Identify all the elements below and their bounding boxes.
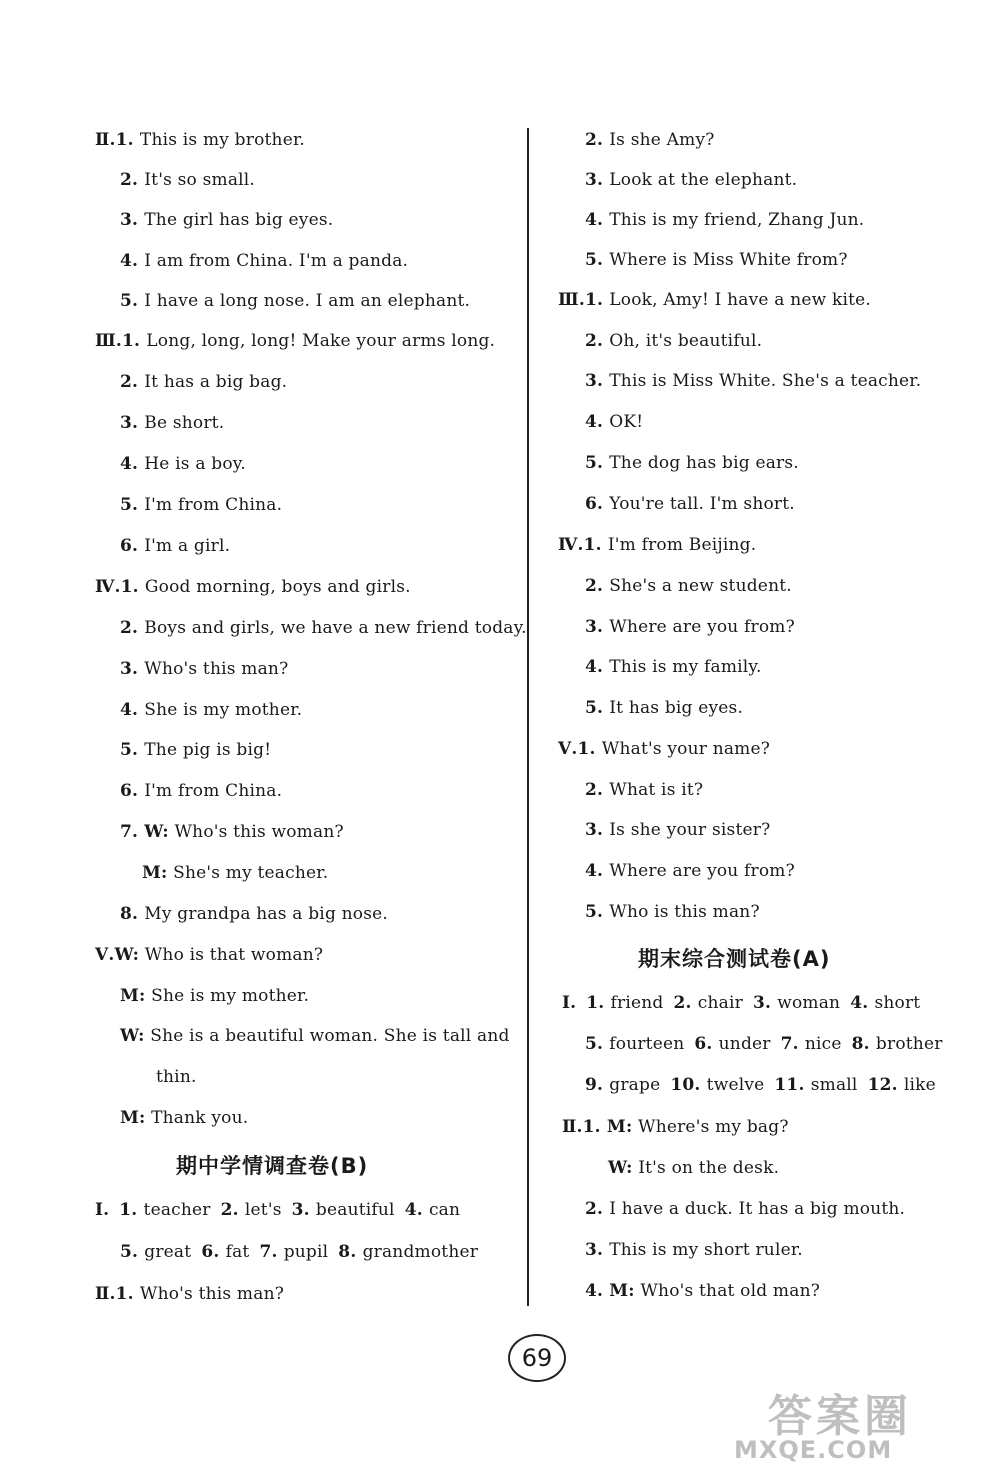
- answer-line: 6. I'm a girl.: [120, 536, 231, 556]
- answer-line: Ⅰ. 1. friend 2. chair 3. woman 4. short: [562, 993, 921, 1013]
- answer-line: M: She is my mother.: [120, 986, 310, 1006]
- answer-line: Ⅱ.1. This is my brother.: [95, 130, 306, 150]
- answer-line: 5. fourteen 6. under 7. nice 8. brother: [585, 1034, 943, 1054]
- answer-line: 2. It has a big bag.: [120, 372, 288, 392]
- answer-line: 2. Boys and girls, we have a new friend today.: [120, 618, 527, 638]
- answer-line: 4. OK!: [585, 412, 644, 432]
- answer-line: 3. This is Miss White. She's a teacher.: [585, 371, 922, 391]
- answer-line: Ⅴ.W: Who is that woman?: [95, 945, 324, 965]
- answer-line: 3. Where are you from?: [585, 617, 795, 637]
- answer-line: 3. This is my short ruler.: [585, 1240, 803, 1260]
- answer-line: 3. Is she your sister?: [585, 820, 771, 840]
- answer-line: 8. My grandpa has a big nose.: [120, 904, 389, 924]
- answer-line: M: She's my teacher.: [142, 863, 329, 883]
- section-heading: 期末综合测试卷(A): [638, 947, 831, 971]
- answer-line: W: It's on the desk.: [608, 1158, 780, 1178]
- answer-line: Ⅱ.1. M: Where's my bag?: [562, 1117, 789, 1137]
- answer-line: 2. I have a duck. It has a big mouth.: [585, 1199, 906, 1219]
- answer-line: 9. grape 10. twelve 11. small 12. like: [585, 1075, 936, 1095]
- answer-line: 3. Look at the elephant.: [585, 170, 798, 190]
- answer-line: 5. Where is Miss White from?: [585, 250, 848, 270]
- answer-line: M: Thank you.: [120, 1108, 249, 1128]
- watermark: [728, 1380, 998, 1464]
- answer-line: 5. Who is this man?: [585, 902, 760, 922]
- answer-line: 5. The pig is big!: [120, 740, 272, 760]
- answer-line: 6. I'm from China.: [120, 781, 283, 801]
- answer-line: 4. I am from China. I'm a panda.: [120, 251, 409, 271]
- answer-line: Ⅰ. 1. teacher 2. let's 3. beautiful 4. can: [95, 1200, 461, 1220]
- column-divider: [527, 128, 529, 1306]
- answer-line: 5. I'm from China.: [120, 495, 283, 515]
- answer-line: 2. What is it?: [585, 780, 704, 800]
- answer-line: Ⅲ.1. Long, long, long! Make your arms long.: [95, 331, 496, 351]
- answer-line: 4. This is my friend, Zhang Jun.: [585, 210, 865, 230]
- right-column: [530, 0, 1000, 1464]
- answer-line: Ⅲ.1. Look, Amy! I have a new kite.: [558, 290, 872, 310]
- answer-line: thin.: [156, 1067, 197, 1087]
- section-heading: 期中学情调查卷(B): [176, 1154, 369, 1178]
- answer-line: 4. He is a boy.: [120, 454, 246, 474]
- answer-line: 4. She is my mother.: [120, 700, 303, 720]
- watermark-logo-text: 答案圈: [768, 1391, 912, 1442]
- answer-line: 3. Who's this man?: [120, 659, 289, 679]
- answer-line: Ⅱ.1. Who's this man?: [95, 1284, 285, 1304]
- answer-line: 7. W: Who's this woman?: [120, 822, 344, 842]
- answer-line: 5. It has big eyes.: [585, 698, 744, 718]
- answer-line: 4. M: Who's that old man?: [585, 1281, 821, 1301]
- answer-line: 3. The girl has big eyes.: [120, 210, 334, 230]
- answer-line: Ⅳ.1. Good morning, boys and girls.: [95, 577, 411, 597]
- answer-line: 2. She's a new student.: [585, 576, 792, 596]
- answer-line: 2. It's so small.: [120, 170, 256, 190]
- answer-line: 5. I have a long nose. I am an elephant.: [120, 291, 471, 311]
- answer-line: 6. You're tall. I'm short.: [585, 494, 795, 514]
- answer-line: W: She is a beautiful woman. She is tall and: [120, 1026, 510, 1046]
- answer-line: 5. The dog has big ears.: [585, 453, 799, 473]
- answer-line: 4. This is my family.: [585, 657, 762, 677]
- answer-line: Ⅳ.1. I'm from Beijing.: [558, 535, 757, 555]
- answer-line: Ⅴ.1. What's your name?: [558, 739, 771, 759]
- watermark-url: MXQE.COM: [734, 1436, 893, 1464]
- answer-line: 3. Be short.: [120, 413, 225, 433]
- answer-line: 5. great 6. fat 7. pupil 8. grandmother: [120, 1242, 479, 1262]
- page-number: 69: [508, 1334, 566, 1382]
- answer-line: 2. Oh, it's beautiful.: [585, 331, 763, 351]
- answer-line: 2. Is she Amy?: [585, 130, 715, 150]
- answer-line: 4. Where are you from?: [585, 861, 795, 881]
